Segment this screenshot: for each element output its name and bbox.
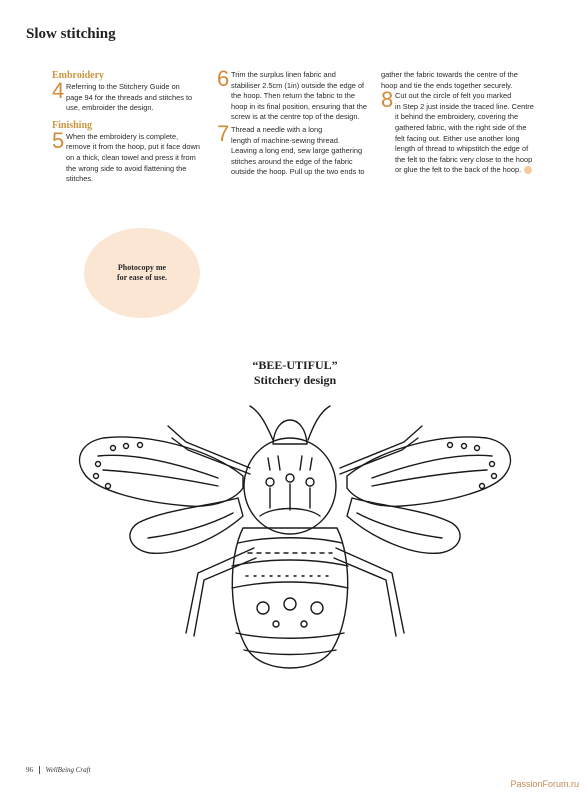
step-lead: Referring to the Stitchery Guide on — [66, 82, 180, 91]
design-title-line-2: Stitchery design — [253, 373, 337, 387]
instructions-column-2 — [217, 66, 367, 178]
left-antenna-icon — [250, 406, 273, 440]
step-text: remove it from the hoop, put it face down on a thick, clean towel and press it from the wrong side to avoid flattening the stitches. — [66, 142, 200, 184]
embroidery-heading: Embroidery — [52, 70, 105, 81]
bee-head-icon — [273, 420, 307, 444]
section-title: Slow stitching — [26, 26, 116, 42]
instructions-column-3 — [381, 70, 536, 176]
left-front-leg-icon — [168, 426, 250, 468]
left-forewing-icon — [80, 437, 243, 506]
step-number: 5 — [52, 127, 65, 153]
step-text: in Step 2 just inside the traced line. Centre it behind the embroidery, covering the gathered fabric, with the right side of the felt facing out. Either use another long length of thread to whipstitch the edge of the felt to the fabric very close to the hoop or glue the felt to the back of the hoop. — [395, 101, 534, 175]
right-forewing-icon — [347, 437, 510, 506]
watermark: PassionForum.ru — [510, 779, 579, 789]
end-mark-icon — [524, 166, 532, 174]
step-lead: Trim the surplus linen fabric and — [231, 70, 336, 79]
step-7-continued: gather the fabric towards the centre of the hoop and tie the ends together securely. — [381, 70, 518, 90]
step-number: 8 — [381, 87, 394, 113]
finishing-heading: Finishing — [52, 119, 93, 131]
instructions-column-1 — [52, 70, 202, 185]
step-text: stabiliser 2.5cm (1in) outside the edge of the hoop. Then return the fabric to the hoop in its final position, ensuring that the screw is at the centre top of the design. — [231, 80, 367, 122]
magazine-name: WellBeing Craft — [45, 766, 91, 774]
page-footer — [26, 766, 91, 774]
page-number: 96 — [26, 766, 33, 774]
step-number: 4 — [52, 78, 65, 103]
step-8 — [381, 87, 536, 176]
photocopy-callout — [84, 228, 200, 318]
design-title — [200, 358, 390, 388]
step-lead: When the embroidery is complete, — [66, 131, 179, 141]
step-number: 6 — [217, 66, 230, 91]
bee-stitchery-illustration — [68, 398, 522, 688]
right-antenna-icon — [308, 406, 330, 440]
step-lead: Cut out the circle of felt you marked — [395, 91, 512, 101]
step-6 — [217, 66, 367, 123]
step-5 — [52, 127, 202, 185]
step-number: 7 — [217, 120, 230, 146]
design-title-line-1: “BEE-UTIFUL” — [252, 358, 338, 372]
step-7 — [217, 120, 367, 178]
callout-text: Photocopy me for ease of use. — [116, 263, 168, 282]
right-front-leg-icon — [340, 426, 422, 468]
step-text: page 94 for the threads and stitches to use, embroider the design. — [66, 92, 193, 113]
step-4 — [52, 78, 202, 114]
footer-divider — [39, 766, 40, 774]
step-lead: Thread a needle with a long — [231, 124, 323, 134]
step-text: length of machine-sewing thread. Leaving a long end, sew large gathering stitches around the edge of the fabric outside the hoop. Pull up the two ends to — [231, 135, 365, 177]
